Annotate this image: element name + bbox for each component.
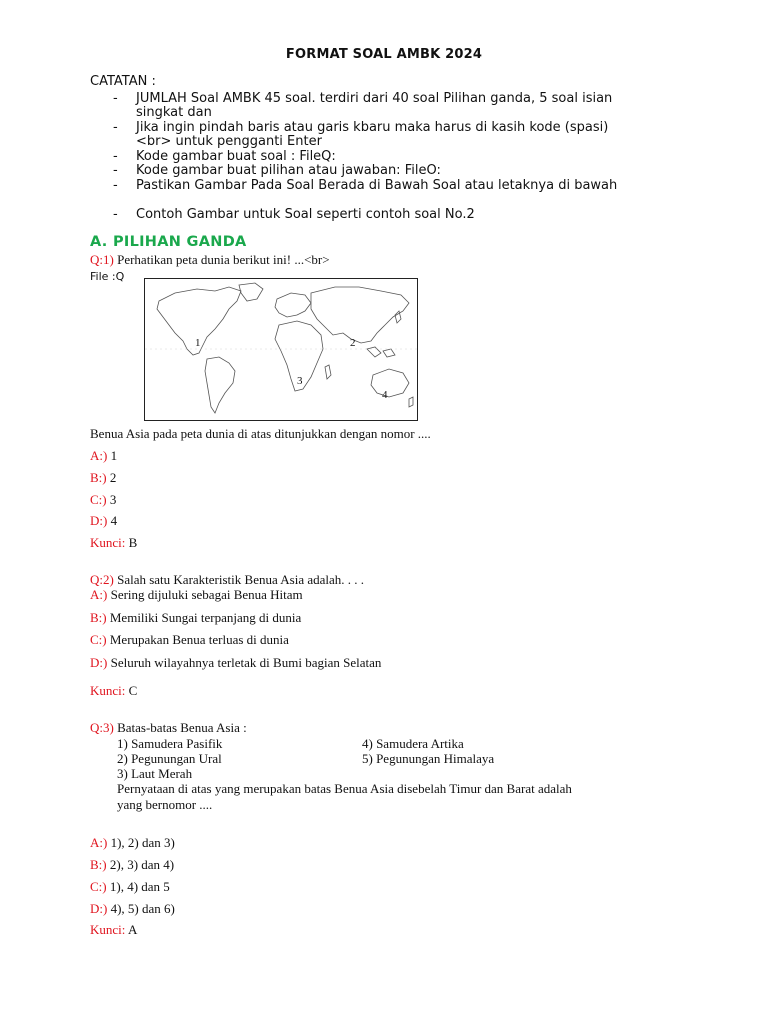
question-code: Q:1) (90, 252, 114, 267)
question-code: Q:3) (90, 720, 114, 735)
question-3-statement-continued: yang bernomor .... (117, 797, 213, 812)
option-code: B:) (90, 610, 107, 625)
border-list-item: 3) Laut Merah (117, 766, 193, 781)
option-b (90, 610, 301, 626)
option-code: D:) (90, 655, 108, 670)
answer-key-label: Kunci: (90, 535, 126, 550)
note-text: Kode gambar buat soal : FileQ: (136, 149, 336, 164)
world-map-svg (145, 279, 417, 420)
option-code: C:) (90, 879, 107, 894)
note-text-continued: <br> untuk pengganti Enter (136, 134, 322, 149)
option-a (90, 835, 175, 851)
option-text: Memiliki Sungai terpanjang di dunia (109, 610, 302, 625)
option-code: B:) (90, 857, 107, 872)
note-text-continued: singkat dan (136, 105, 212, 120)
map-label-4: 4 (382, 389, 388, 401)
question-2 (90, 572, 364, 588)
border-list-item: 4) Samudera Artika (362, 736, 464, 751)
option-text: 1), 2) dan 3) (110, 835, 175, 850)
document-title: FORMAT SOAL AMBK 2024 (285, 47, 483, 62)
question-text: Salah satu Karakteristik Benua Asia adalah. . . . (117, 572, 365, 587)
notes-label: CATATAN : (90, 74, 156, 89)
option-text: 1), 4) dan 5 (109, 879, 170, 894)
question-text: Batas-batas Benua Asia : (117, 720, 247, 735)
option-c (90, 492, 116, 508)
option-c (90, 879, 170, 895)
option-b (90, 470, 116, 486)
note-bullet: - (113, 120, 118, 135)
section-heading: A. PILIHAN GANDA (90, 234, 247, 250)
option-code: C:) (90, 492, 107, 507)
answer-key-value: B (128, 535, 138, 550)
map-label-2: 2 (350, 337, 356, 349)
note-bullet: - (113, 149, 118, 164)
border-list-item: 5) Pegunungan Himalaya (362, 751, 495, 766)
question-code: Q:2) (90, 572, 114, 587)
option-code: A:) (90, 448, 108, 463)
option-text: 1 (110, 448, 118, 463)
option-code: A:) (90, 835, 108, 850)
option-code: A:) (90, 587, 108, 602)
note-bullet: - (113, 178, 118, 193)
answer-key-label: Kunci: (90, 683, 126, 698)
note-bullet: - (113, 207, 118, 222)
option-d (90, 513, 117, 529)
answer-key-value: A (127, 922, 138, 937)
question-3 (90, 720, 247, 736)
option-d (90, 901, 175, 917)
answer-key (90, 922, 137, 938)
option-text: Seluruh wilayahnya terletak di Bumi bagian Selatan (110, 655, 382, 670)
question-3-statement: Pernyataan di atas yang merupakan batas Benua Asia disebelah Timur dan Barat adalah (117, 781, 572, 796)
file-code-label: File :Q (90, 270, 125, 283)
border-list-item: 2) Pegunungan Ural (117, 751, 222, 766)
world-map-image (144, 278, 418, 421)
option-c (90, 632, 289, 648)
option-code: C:) (90, 632, 107, 647)
note-text: JUMLAH Soal AMBK 45 soal. terdiri dari 40 soal Pilihan ganda, 5 soal isian (136, 91, 613, 106)
option-code: B:) (90, 470, 107, 485)
answer-key (90, 535, 137, 551)
option-text: 4), 5) dan 6) (110, 901, 175, 916)
option-a (90, 587, 303, 603)
question-1 (90, 252, 330, 268)
option-text: 4 (110, 513, 118, 528)
option-code: D:) (90, 513, 108, 528)
map-label-1: 1 (195, 337, 201, 349)
note-bullet: - (113, 163, 118, 178)
option-code: D:) (90, 901, 108, 916)
option-a (90, 448, 117, 464)
border-list-item: 1) Samudera Pasifik (117, 736, 223, 751)
option-d (90, 655, 381, 671)
note-text: Pastikan Gambar Pada Soal Berada di Bawah Soal atau letaknya di bawah (136, 178, 618, 193)
map-label-3: 3 (297, 375, 303, 387)
option-text: Merupakan Benua terluas di dunia (109, 632, 289, 647)
answer-key-value: C (128, 683, 138, 698)
option-text: Sering dijuluki sebagai Benua Hitam (110, 587, 303, 602)
note-text: Jika ingin pindah baris atau garis kbaru maka harus di kasih kode (spasi) (136, 120, 609, 135)
option-text: 2 (109, 470, 117, 485)
answer-key-label: Kunci: (90, 922, 126, 937)
note-bullet: - (113, 91, 118, 106)
option-text: 2), 3) dan 4) (109, 857, 175, 872)
question-1-prompt: Benua Asia pada peta dunia di atas ditunjukkan dengan nomor .... (90, 426, 431, 441)
question-text: Perhatikan peta dunia berikut ini! ...<br> (117, 252, 330, 267)
note-text: Kode gambar buat pilihan atau jawaban: FileO: (136, 163, 441, 178)
option-text: 3 (109, 492, 117, 507)
answer-key (90, 683, 137, 699)
option-b (90, 857, 174, 873)
note-text: Contoh Gambar untuk Soal seperti contoh soal No.2 (136, 207, 475, 222)
